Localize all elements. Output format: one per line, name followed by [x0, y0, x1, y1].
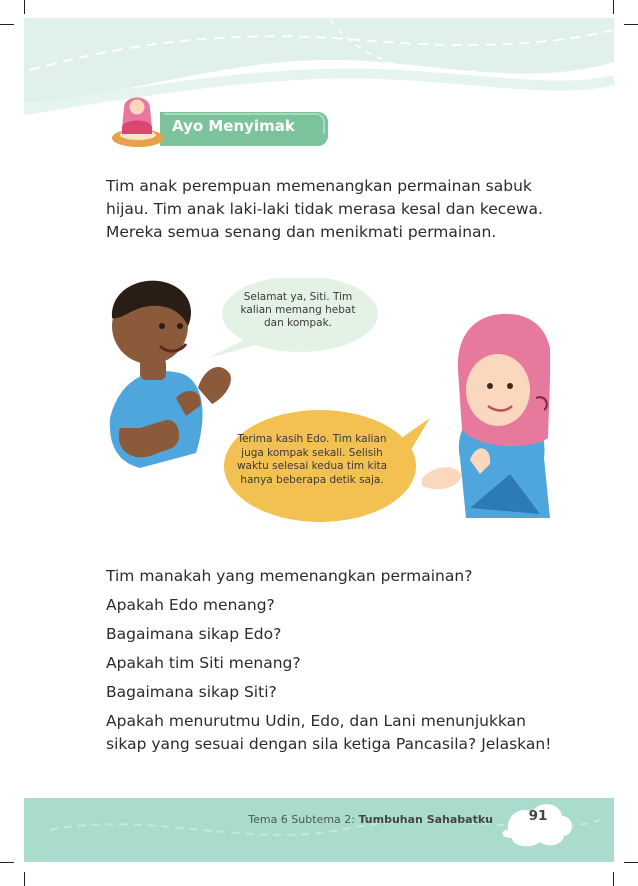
section-title: Ayo Menyimak — [172, 117, 295, 135]
siti-character — [422, 314, 550, 518]
footer-theme — [0, 813, 493, 826]
question-item: Bagaimana sikap Siti? — [106, 683, 277, 701]
page-number: 91 — [528, 808, 548, 824]
footer-theme-prefix: Tema 6 Subtema 2: — [248, 813, 359, 826]
edo-speech-text: Selamat ya, Siti. Tim kalian memang hebat dan kompak. — [240, 291, 356, 329]
intro-paragraph: Tim anak perempuan memenangkan permainan sabuk hijau. Tim anak laki-laki tidak merasa kesal dan kecewa. Mereka semua senang dan menikmati permainan. — [106, 177, 543, 241]
footer-band — [0, 790, 638, 886]
footer-theme-title: Tumbuhan Sahabatku — [358, 813, 493, 826]
question-item: Bagaimana sikap Edo? — [106, 625, 282, 643]
question-item: Apakah tim Siti menang? — [106, 654, 301, 672]
siti-speech-text: Terima kasih Edo. Tim kalian juga kompak sekali. Selisih waktu selesai kedua tim kita hanya beberapa detik saja. — [236, 433, 388, 486]
question-item: Apakah Edo menang? — [106, 596, 275, 614]
question-item: Tim manakah yang memenangkan permainan? — [106, 567, 473, 585]
question-item: Apakah menurutmu Udin, Edo, dan Lani menunjukkan sikap yang sesuai dengan sila ketiga Pancasila? Jelaskan! — [106, 712, 552, 753]
edo-character — [110, 281, 231, 468]
question-list — [106, 565, 556, 762]
